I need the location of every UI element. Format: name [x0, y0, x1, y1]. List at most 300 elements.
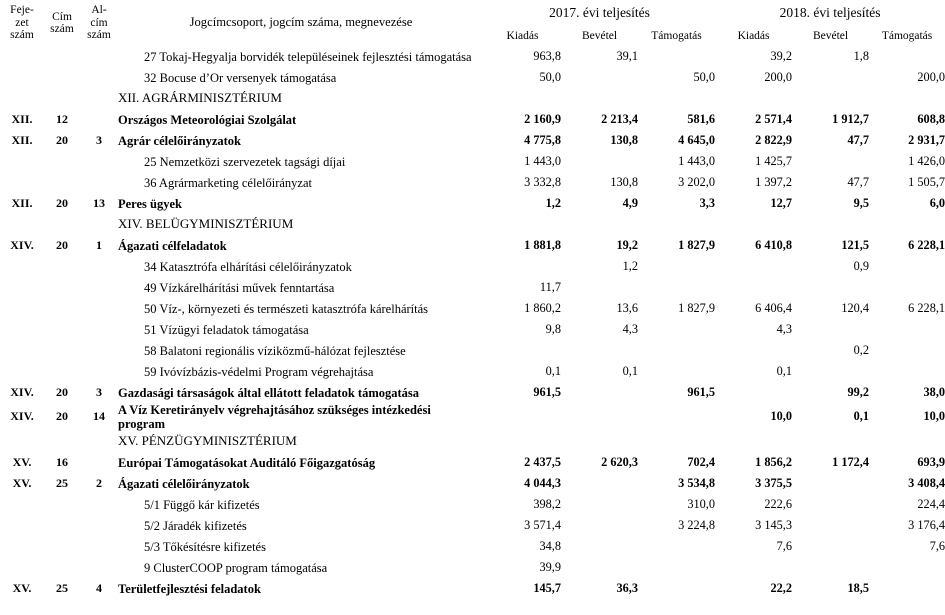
cell-fejezet-szam: XIV. — [10, 384, 34, 399]
cell-bevetel-2017 — [561, 494, 638, 515]
cell-tamogatas-2018: 2 931,7 — [908, 132, 945, 147]
cell-megnevezes: Peres ügyek — [118, 196, 182, 211]
cell-kiadas-2017: 961,5 — [533, 384, 561, 399]
cell-kiadas-2018: 0,1 — [776, 363, 793, 378]
cell-kiadas-2018: 12,7 — [770, 195, 793, 210]
cell-fejezet-szam — [0, 340, 44, 361]
cell-megnevezes: 36 Agrármarketing célelőirányzat — [144, 175, 312, 190]
section-cim-cell — [44, 431, 80, 452]
cell-cim-szam — [44, 256, 80, 277]
cell-fejezet-szam — [0, 557, 44, 578]
cell-alcim-szam — [80, 452, 118, 473]
header-alcim-line1: Al- — [91, 4, 107, 17]
cell-bevetel-2017 — [561, 473, 638, 494]
cell-tamogatas-2017: 3 202,0 — [678, 174, 716, 189]
cell-cim-szam: 20 — [56, 132, 68, 147]
cell-megnevezes: Gazdasági társaságok által ellátott feladatok támogatása — [118, 385, 420, 400]
cell-tamogatas-2018: 1 505,7 — [908, 174, 945, 189]
cell-alcim-szam — [80, 151, 118, 172]
header-fejezet-line1: Feje- — [10, 4, 34, 17]
cell-kiadas-2017: 11,7 — [539, 279, 561, 294]
header-alcim-line3: szám — [87, 29, 111, 42]
table-row — [0, 109, 945, 130]
header-alcim — [80, 0, 118, 46]
section-fejezet-cell — [0, 431, 44, 452]
cell-kiadas-2018 — [715, 382, 792, 403]
cell-bevetel-2018: 47,7 — [847, 132, 870, 147]
cell-megnevezes: 5/2 Járadék kifizetés — [144, 518, 247, 533]
table-row — [0, 319, 945, 340]
cell-alcim-szam — [80, 557, 118, 578]
table-row — [0, 277, 945, 298]
cell-bevetel-2017 — [561, 557, 638, 578]
cell-bevetel-2017 — [561, 340, 638, 361]
section-empty-cell — [869, 88, 945, 109]
cell-bevetel-2017: 2 620,3 — [601, 454, 638, 469]
cell-megnevezes-line2: program — [118, 417, 165, 431]
table-row — [0, 536, 945, 557]
cell-alcim-szam — [80, 340, 118, 361]
cell-bevetel-2017 — [561, 536, 638, 557]
table-row — [0, 382, 945, 403]
cell-kiadas-2017: 1 443,0 — [524, 153, 561, 168]
section-alcim-cell — [80, 214, 118, 235]
cell-kiadas-2018 — [715, 256, 792, 277]
header-kiadas-2018: Kiadás — [737, 30, 770, 43]
cell-fejezet-szam: XV. — [12, 454, 32, 469]
cell-cim-szam — [44, 536, 80, 557]
cell-megnevezes: 58 Balatoni regionális víziközmű-hálózat fejlesztése — [144, 343, 406, 358]
cell-kiadas-2017: 963,8 — [533, 48, 561, 63]
section-empty-cell — [792, 214, 869, 235]
cell-bevetel-2018: 18,5 — [847, 580, 870, 595]
cell-bevetel-2017: 0,1 — [622, 363, 638, 378]
table-row — [0, 473, 945, 494]
section-empty-cell — [484, 88, 561, 109]
cell-tamogatas-2017 — [638, 340, 715, 361]
cell-bevetel-2017: 13,6 — [616, 300, 638, 315]
cell-bevetel-2018: 1 912,7 — [832, 111, 870, 126]
table-row — [0, 578, 945, 599]
cell-tamogatas-2018: 6 228,1 — [908, 300, 945, 315]
cell-alcim-szam: 2 — [96, 475, 102, 490]
cell-kiadas-2018: 39,2 — [770, 48, 793, 63]
section-empty-cell — [561, 88, 638, 109]
header-alcim-line2: cím — [90, 16, 108, 29]
cell-tamogatas-2017 — [638, 277, 715, 298]
header-tamogatas-2018: Támogatás — [881, 30, 933, 43]
cell-fejezet-szam — [0, 172, 44, 193]
cell-kiadas-2018: 6 406,4 — [755, 300, 793, 315]
cell-cim-szam — [44, 172, 80, 193]
cell-tamogatas-2017 — [638, 319, 715, 340]
cell-bevetel-2018: 0,2 — [853, 342, 870, 357]
cell-bevetel-2018: 0,9 — [853, 258, 870, 273]
cell-kiadas-2017: 2 437,5 — [524, 454, 561, 469]
section-row — [0, 214, 945, 235]
table-header — [0, 0, 945, 46]
cell-kiadas-2018: 3 375,5 — [755, 475, 793, 490]
table-row — [0, 515, 945, 536]
cell-alcim-szam — [80, 536, 118, 557]
cell-cim-szam — [44, 557, 80, 578]
section-cim-cell — [44, 88, 80, 109]
cell-alcim-szam: 1 — [96, 237, 102, 252]
table-body — [0, 46, 945, 599]
cell-alcim-szam: 14 — [93, 409, 105, 424]
cell-tamogatas-2017: 3,3 — [699, 195, 716, 210]
cell-kiadas-2017: 4 044,3 — [524, 475, 561, 490]
cell-kiadas-2017 — [484, 340, 561, 361]
cell-bevetel-2017: 2 213,4 — [601, 111, 638, 126]
cell-tamogatas-2018: 3 176,4 — [908, 517, 945, 532]
cell-bevetel-2018 — [792, 536, 869, 557]
cell-tamogatas-2018 — [869, 46, 945, 67]
cell-megnevezes: 49 Vízkárelhárítási művek fenntartása — [144, 280, 335, 295]
cell-cim-szam — [44, 277, 80, 298]
header-jogcim: Jogcímcsoport, jogcím száma, megnevezése — [189, 15, 413, 30]
cell-tamogatas-2017: 961,5 — [687, 384, 716, 399]
cell-cim-szam — [44, 67, 80, 88]
table-row — [0, 494, 945, 515]
cell-fejezet-szam: XII. — [11, 111, 33, 126]
cell-kiadas-2017: 3 332,8 — [524, 174, 561, 189]
cell-bevetel-2017 — [561, 403, 638, 431]
cell-fejezet-szam: XII. — [11, 195, 33, 210]
cell-kiadas-2018 — [715, 340, 792, 361]
cell-kiadas-2018: 200,0 — [764, 69, 793, 84]
cell-megnevezes: 27 Tokaj-Hegyalja borvidék településeinek fejlesztési támogatása — [144, 49, 472, 64]
section-row — [0, 431, 945, 452]
cell-megnevezes: Agrár célelőirányzatok — [118, 133, 241, 148]
cell-alcim-szam — [80, 298, 118, 319]
cell-tamogatas-2018: 10,0 — [923, 409, 945, 424]
cell-kiadas-2018 — [715, 557, 792, 578]
cell-kiadas-2017: 1 860,2 — [524, 300, 561, 315]
cell-tamogatas-2018: 693,9 — [917, 454, 945, 469]
header-fejezet — [0, 0, 44, 46]
cell-megnevezes: 25 Nemzetközi szervezetek tagsági díjai — [144, 154, 346, 169]
cell-alcim-szam: 3 — [96, 384, 102, 399]
cell-tamogatas-2018: 224,4 — [917, 496, 945, 511]
table-row — [0, 193, 945, 214]
cell-megnevezes: Területfejlesztési feladatok — [118, 581, 261, 596]
cell-cim-szam: 12 — [56, 111, 68, 126]
cell-kiadas-2017: 9,8 — [545, 321, 561, 336]
cell-tamogatas-2017: 1 443,0 — [678, 153, 716, 168]
cell-kiadas-2017: 398,2 — [533, 496, 561, 511]
cell-tamogatas-2017 — [638, 46, 715, 67]
cell-bevetel-2017 — [561, 151, 638, 172]
table-row — [0, 403, 945, 431]
cell-bevetel-2017: 130,8 — [610, 132, 638, 147]
section-empty-cell — [715, 214, 792, 235]
cell-bevetel-2017 — [561, 277, 638, 298]
cell-tamogatas-2017: 3 224,8 — [678, 517, 716, 532]
cell-bevetel-2018 — [792, 361, 869, 382]
cell-kiadas-2018: 1 425,7 — [755, 153, 793, 168]
section-title: XIV. BELÜGYMINISZTÉRIUM — [118, 216, 294, 232]
cell-tamogatas-2018 — [869, 557, 945, 578]
cell-tamogatas-2018: 608,8 — [917, 111, 945, 126]
cell-megnevezes: Országos Meteorológiai Szolgálat — [118, 112, 297, 127]
cell-megnevezes: 50 Víz-, környezeti és természeti katasztrófa kárelhárítás — [144, 301, 429, 316]
cell-cim-szam — [44, 298, 80, 319]
cell-tamogatas-2017 — [638, 403, 715, 431]
section-empty-cell — [561, 431, 638, 452]
cell-fejezet-szam — [0, 515, 44, 536]
cell-tamogatas-2017 — [638, 557, 715, 578]
cell-megnevezes: 32 Bocuse d’Or versenyek támogatása — [144, 70, 337, 85]
cell-tamogatas-2018: 1 426,0 — [908, 153, 945, 168]
cell-tamogatas-2017: 310,0 — [687, 496, 716, 511]
cell-bevetel-2018 — [792, 515, 869, 536]
cell-kiadas-2018: 2 822,9 — [755, 132, 793, 147]
cell-tamogatas-2017: 50,0 — [693, 69, 716, 84]
cell-alcim-szam — [80, 494, 118, 515]
section-cim-cell — [44, 214, 80, 235]
cell-fejezet-szam — [0, 361, 44, 382]
cell-bevetel-2017 — [561, 382, 638, 403]
cell-alcim-szam — [80, 256, 118, 277]
cell-kiadas-2017: 50,0 — [539, 69, 561, 84]
cell-bevetel-2018: 1 172,4 — [832, 454, 870, 469]
cell-megnevezes: 59 Ivóvízbázis-védelmi Program végrehajtása — [144, 364, 374, 379]
header-kiadas-2017: Kiadás — [506, 30, 539, 43]
cell-alcim-szam — [80, 319, 118, 340]
cell-fejezet-szam: XIV. — [10, 409, 34, 424]
cell-tamogatas-2017 — [638, 361, 715, 382]
cell-fejezet-szam: XV. — [12, 475, 32, 490]
cell-kiadas-2018 — [715, 277, 792, 298]
table-row — [0, 67, 945, 88]
cell-kiadas-2018: 10,0 — [770, 409, 793, 424]
header-cim-line2: szám — [50, 23, 74, 35]
cell-fejezet-szam — [0, 298, 44, 319]
cell-megnevezes-line1: A Víz Keretirányelv végrehajtásához szükséges intézkedési — [118, 403, 431, 417]
cell-bevetel-2018 — [792, 151, 869, 172]
cell-bevetel-2018 — [792, 494, 869, 515]
cell-bevetel-2018: 120,4 — [841, 300, 870, 315]
cell-alcim-szam — [80, 109, 118, 130]
section-title: XII. AGRÁRMINISZTÉRIUM — [118, 90, 282, 106]
cell-tamogatas-2018 — [869, 361, 945, 382]
cell-bevetel-2017: 4,9 — [622, 195, 638, 210]
cell-tamogatas-2017: 4 645,0 — [678, 132, 716, 147]
cell-alcim-szam — [80, 361, 118, 382]
section-title: XV. PÉNZÜGYMINISZTÉRIUM — [118, 433, 297, 449]
cell-kiadas-2018: 222,6 — [764, 496, 793, 511]
cell-cim-szam — [44, 151, 80, 172]
cell-megnevezes: 51 Vízügyi feladatok támogatása — [144, 322, 309, 337]
cell-bevetel-2018 — [792, 277, 869, 298]
cell-tamogatas-2018 — [869, 319, 945, 340]
table-row — [0, 298, 945, 319]
cell-alcim-szam — [80, 46, 118, 67]
cell-cim-szam — [44, 319, 80, 340]
cell-fejezet-szam — [0, 319, 44, 340]
cell-megnevezes: Ágazati célelőirányzatok — [118, 476, 250, 491]
header-fejezet-line2: zet — [15, 16, 29, 29]
cell-tamogatas-2018 — [869, 340, 945, 361]
cell-alcim-szam — [80, 172, 118, 193]
table-row — [0, 235, 945, 256]
table-row — [0, 172, 945, 193]
cell-tamogatas-2018: 6,0 — [929, 195, 945, 210]
cell-fejezet-szam — [0, 46, 44, 67]
cell-megnevezes: 5/3 Tőkésítésre kifizetés — [144, 539, 266, 554]
section-empty-cell — [792, 88, 869, 109]
cell-cim-szam — [44, 361, 80, 382]
cell-kiadas-2017: 3 571,4 — [524, 517, 561, 532]
cell-cim-szam: 20 — [56, 409, 68, 424]
cell-fejezet-szam: XII. — [11, 132, 33, 147]
cell-fejezet-szam: XIV. — [10, 237, 34, 252]
cell-alcim-szam: 13 — [93, 195, 105, 210]
cell-megnevezes: Ágazati célfeladatok — [118, 238, 227, 253]
cell-cim-szam: 20 — [56, 384, 68, 399]
cell-kiadas-2018: 1 397,2 — [755, 174, 793, 189]
cell-tamogatas-2018 — [869, 256, 945, 277]
cell-tamogatas-2017: 3 534,8 — [678, 475, 716, 490]
cell-bevetel-2017 — [561, 67, 638, 88]
cell-bevetel-2018 — [792, 473, 869, 494]
cell-alcim-szam: 3 — [96, 132, 102, 147]
cell-cim-szam: 16 — [56, 454, 68, 469]
cell-megnevezes: 9 ClusterCOOP program támogatása — [144, 560, 328, 575]
cell-tamogatas-2017: 1 827,9 — [678, 300, 716, 315]
cell-tamogatas-2018: 3 408,4 — [908, 475, 945, 490]
cell-bevetel-2018 — [792, 319, 869, 340]
header-fejezet-line3: szám — [10, 29, 34, 42]
cell-kiadas-2017: 1,2 — [545, 195, 561, 210]
cell-tamogatas-2017: 702,4 — [687, 454, 716, 469]
cell-tamogatas-2017 — [638, 256, 715, 277]
table-row — [0, 256, 945, 277]
header-row-top — [0, 0, 945, 26]
cell-cim-szam — [44, 340, 80, 361]
cell-kiadas-2018: 7,6 — [776, 538, 793, 553]
cell-cim-szam — [44, 46, 80, 67]
cell-kiadas-2017 — [484, 403, 561, 431]
section-fejezet-cell — [0, 214, 44, 235]
cell-bevetel-2018: 121,5 — [841, 237, 870, 252]
table-row — [0, 361, 945, 382]
table-row — [0, 130, 945, 151]
header-cim-line1: Cím — [52, 10, 72, 23]
table-row — [0, 340, 945, 361]
section-empty-cell — [715, 431, 792, 452]
cell-tamogatas-2018: 38,0 — [923, 384, 945, 399]
cell-bevetel-2017: 130,8 — [610, 174, 638, 189]
cell-megnevezes: Európai Támogatásokat Auditáló Főigazgatóság — [118, 455, 376, 470]
cell-megnevezes: 34 Katasztrófa elhárítási célelőirányzatok — [144, 259, 352, 274]
cell-alcim-szam: 4 — [96, 580, 102, 595]
section-empty-cell — [484, 214, 561, 235]
cell-kiadas-2018: 6 410,8 — [755, 237, 793, 252]
cell-cim-szam: 20 — [56, 195, 68, 210]
table-row — [0, 46, 945, 67]
header-cim — [44, 0, 80, 46]
cell-megnevezes — [118, 403, 484, 431]
cell-bevetel-2017: 39,1 — [616, 48, 638, 63]
cell-tamogatas-2018: 7,6 — [929, 538, 945, 553]
cell-kiadas-2017: 39,9 — [539, 559, 561, 574]
section-alcim-cell — [80, 431, 118, 452]
cell-tamogatas-2018 — [869, 277, 945, 298]
cell-fejezet-szam — [0, 536, 44, 557]
table-row — [0, 452, 945, 473]
section-empty-cell — [638, 88, 715, 109]
cell-fejezet-szam — [0, 151, 44, 172]
cell-bevetel-2018: 9,5 — [853, 195, 870, 210]
cell-fejezet-szam — [0, 277, 44, 298]
cell-tamogatas-2018 — [869, 578, 945, 599]
cell-tamogatas-2018: 6 228,1 — [908, 237, 945, 252]
cell-kiadas-2018: 1 856,2 — [755, 454, 793, 469]
cell-kiadas-2018: 2 571,4 — [755, 111, 793, 126]
cell-bevetel-2017: 19,2 — [616, 237, 638, 252]
cell-alcim-szam — [80, 515, 118, 536]
cell-kiadas-2018: 22,2 — [770, 580, 793, 595]
cell-bevetel-2018: 99,2 — [847, 384, 870, 399]
cell-kiadas-2017: 4 775,8 — [524, 132, 561, 147]
header-bevetel-2018: Bevétel — [812, 30, 849, 43]
cell-fejezet-szam — [0, 67, 44, 88]
cell-alcim-szam — [80, 277, 118, 298]
cell-bevetel-2017: 1,2 — [622, 258, 638, 273]
cell-kiadas-2017: 34,8 — [539, 538, 561, 553]
cell-kiadas-2017: 1 881,8 — [524, 237, 561, 252]
cell-bevetel-2017: 36,3 — [616, 580, 638, 595]
section-empty-cell — [484, 431, 561, 452]
header-group-2018: 2018. évi teljesítés — [779, 5, 881, 21]
cell-fejezet-szam — [0, 256, 44, 277]
section-empty-cell — [869, 431, 945, 452]
cell-kiadas-2018: 4,3 — [776, 321, 793, 336]
cell-kiadas-2017: 145,7 — [533, 580, 561, 595]
cell-cim-szam: 25 — [56, 475, 68, 490]
cell-megnevezes: 5/1 Függő kár kifizetés — [144, 497, 260, 512]
cell-cim-szam — [44, 515, 80, 536]
cell-fejezet-szam — [0, 494, 44, 515]
cell-bevetel-2018: 1,8 — [853, 48, 870, 63]
table-row — [0, 151, 945, 172]
cell-kiadas-2018: 3 145,3 — [755, 517, 793, 532]
cell-cim-szam: 20 — [56, 237, 68, 252]
header-tamogatas-2017: Támogatás — [651, 30, 702, 43]
cell-tamogatas-2017 — [638, 578, 715, 599]
section-empty-cell — [715, 88, 792, 109]
cell-kiadas-2017 — [484, 256, 561, 277]
section-alcim-cell — [80, 88, 118, 109]
cell-cim-szam — [44, 494, 80, 515]
section-empty-cell — [638, 431, 715, 452]
cell-tamogatas-2018: 200,0 — [917, 69, 945, 84]
cell-kiadas-2017: 0,1 — [545, 363, 561, 378]
cell-bevetel-2018: 47,7 — [847, 174, 870, 189]
cell-tamogatas-2017: 581,6 — [687, 111, 716, 126]
cell-tamogatas-2017 — [638, 536, 715, 557]
cell-bevetel-2018 — [792, 557, 869, 578]
header-group-2017: 2017. évi teljesítés — [549, 5, 650, 21]
cell-bevetel-2017 — [561, 515, 638, 536]
section-fejezet-cell — [0, 88, 44, 109]
section-empty-cell — [869, 214, 945, 235]
cell-kiadas-2017: 2 160,9 — [524, 111, 561, 126]
section-empty-cell — [792, 431, 869, 452]
cell-bevetel-2018 — [792, 67, 869, 88]
